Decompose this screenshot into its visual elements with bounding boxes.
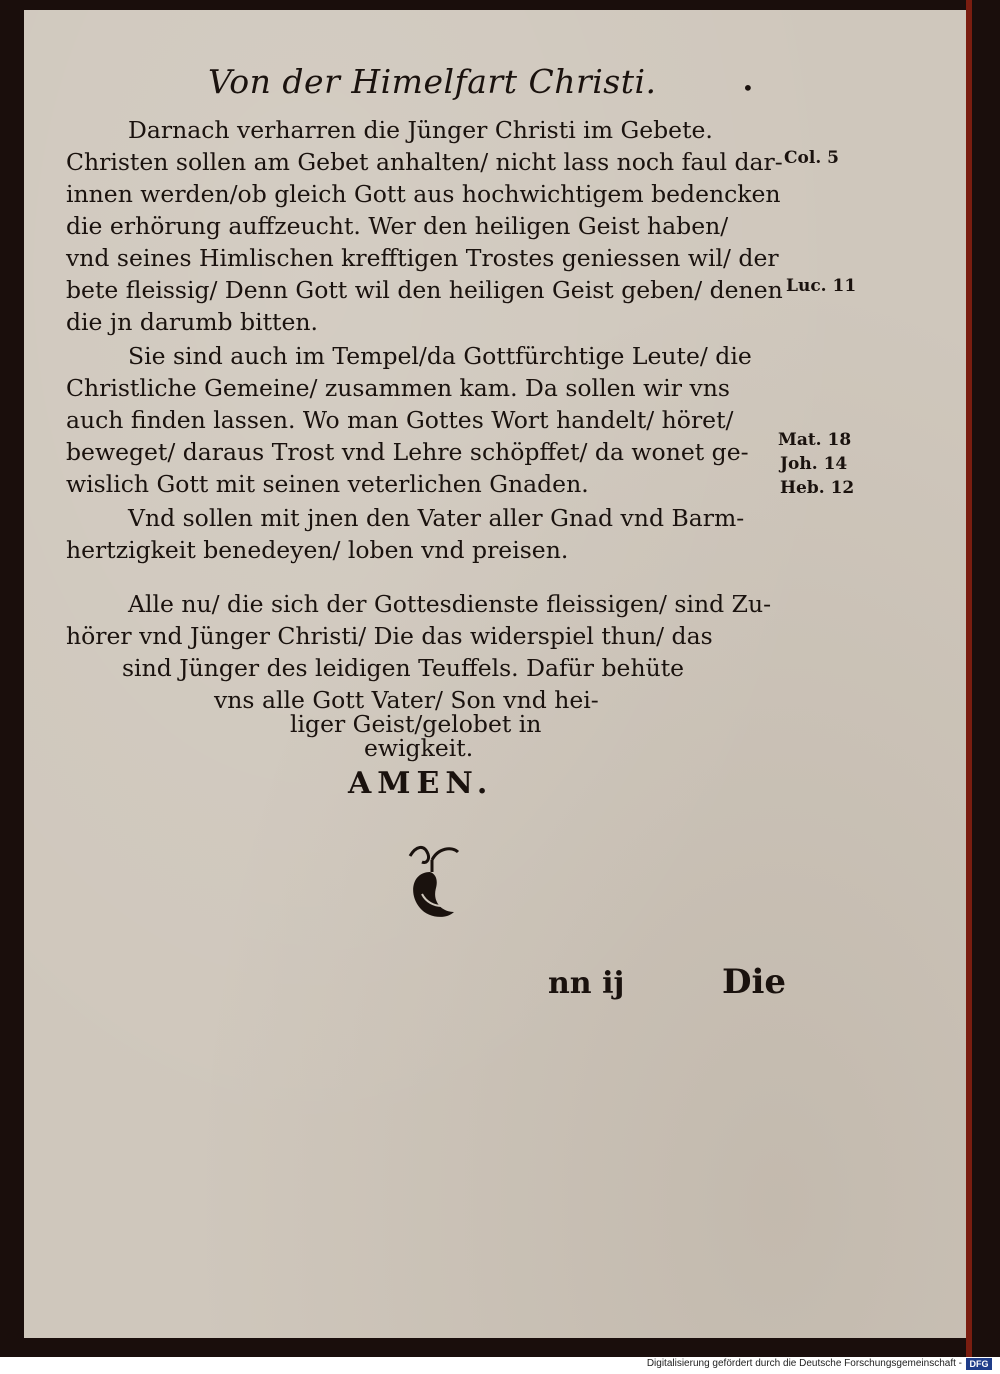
- book-spine-edge: [966, 0, 972, 1357]
- text-line: die jn darumb bitten.: [66, 308, 319, 336]
- text-line: Alle nu/ die sich der Gottesdienste fleissigen/ sind Zu-: [128, 590, 772, 618]
- text-line: wislich Gott mit seinen veterlichen Gnaden.: [66, 470, 589, 498]
- margin-note: Heb. 12: [780, 478, 855, 498]
- text-line: Christen sollen am Gebet anhalten/ nicht lass noch faul dar-: [66, 148, 783, 176]
- margin-note: Col. 5: [784, 148, 839, 168]
- text-line: Christliche Gemeine/ zusammen kam. Da sollen wir vns: [66, 374, 730, 402]
- dfg-logo: DFG: [966, 1358, 992, 1370]
- text-line: hertzigkeit benedeyen/ loben vnd preisen.: [66, 536, 569, 564]
- text-line: innen werden/ob gleich Gott aus hochwichtigem bedencken: [66, 180, 781, 208]
- amen-closing: AMEN.: [348, 766, 494, 801]
- text-line: Vnd sollen mit jnen den Vater aller Gnad vnd Barm-: [128, 504, 745, 532]
- margin-note: Joh. 14: [780, 454, 848, 474]
- text-line: liger Geist/gelobet in: [290, 710, 542, 738]
- text-line: sind Jünger des leidigen Teuffels. Dafür behüte: [122, 654, 685, 682]
- text-line: Sie sind auch im Tempel/da Gottfürchtige Leute/ die: [128, 342, 752, 370]
- margin-note: Mat. 18: [778, 430, 852, 450]
- text-line: die erhörung auffzeucht. Wer den heiligen Geist haben/: [66, 212, 729, 240]
- running-head: Von der Himelfart Christi.: [208, 62, 657, 101]
- fleuron-ornament-icon: [402, 842, 464, 924]
- dfg-credit: Digitalisierung gefördert durch die Deutsche Forschungsgemeinschaft -: [646, 1358, 962, 1369]
- text-line: beweget/ daraus Trost vnd Lehre schöpffet/ da wonet ge-: [66, 438, 749, 466]
- text-line: vnd seines Himlischen krefftigen Trostes geniessen wil/ der: [66, 244, 779, 272]
- text-line: ewigkeit.: [364, 734, 474, 762]
- margin-note: Luc. 11: [786, 276, 857, 296]
- signature-mark: nn ij: [548, 966, 625, 1001]
- text-line: bete fleissig/ Denn Gott wil den heiligen Geist geben/ denen: [66, 276, 783, 304]
- catchword: Die: [722, 962, 787, 1002]
- head-dot: •: [742, 76, 754, 100]
- text-line: Darnach verharren die Jünger Christi im Gebete.: [128, 116, 713, 144]
- text-line: hörer vnd Jünger Christi/ Die das widerspiel thun/ das: [66, 622, 713, 650]
- text-line: auch finden lassen. Wo man Gottes Wort handelt/ höret/: [66, 406, 734, 434]
- text-line: vns alle Gott Vater/ Son vnd hei-: [214, 686, 599, 714]
